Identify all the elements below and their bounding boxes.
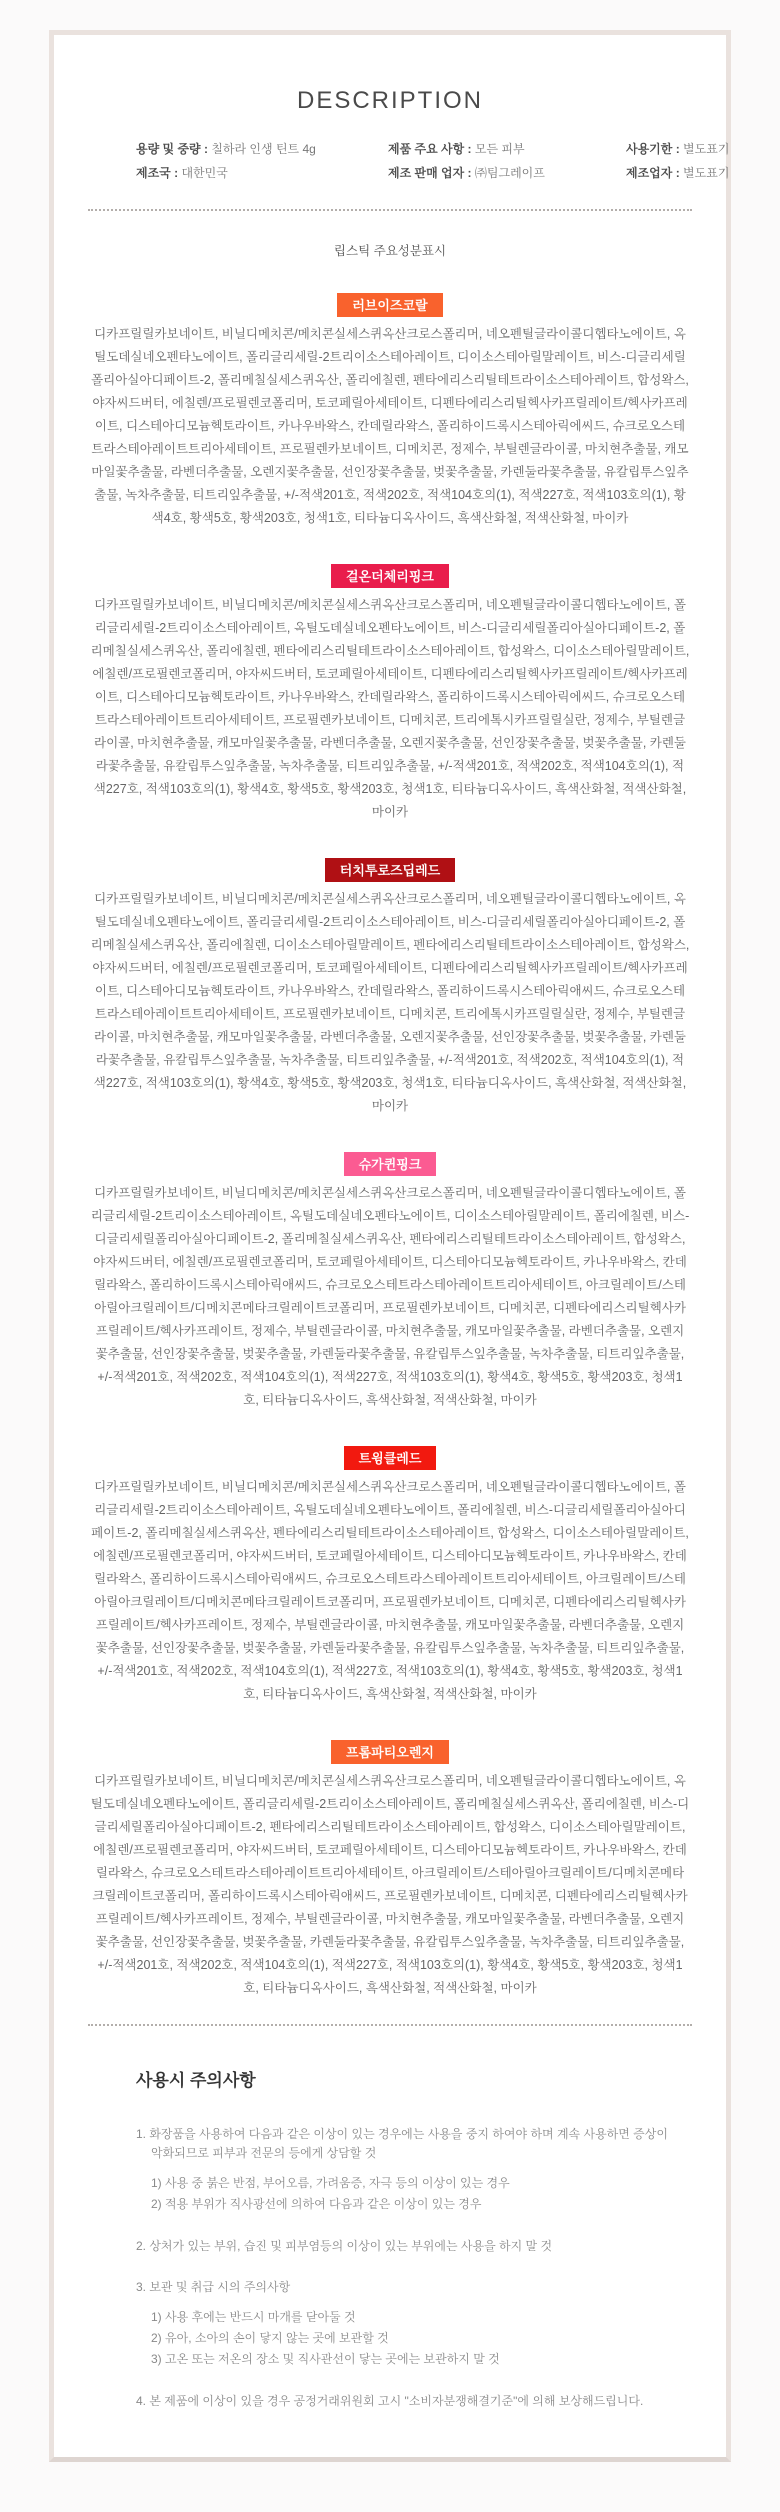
shade-badge-from-party-orange: 프롬파티오렌지 bbox=[331, 1740, 449, 1764]
product-description-card bbox=[49, 30, 731, 2462]
caution-item-2: 2. 상처가 있는 부위, 습진 및 피부염등의 이상이 있는 부위에는 사용을 하지 말 것 bbox=[136, 2239, 553, 2253]
shade-ingredients-from-party-orange: 디카프릴릴카보네이트, 비닐디메치콘/메치콘실세스퀴옥산크로스폴리머, 네오펜틸글라이콜디헵타노에이트, 옥틸도데실네오펜타노에이트, 폴리글리세릴-2트리이소스테아레이트, 폴리메칠실세스퀴옥산, 폴리에칠렌, 비스-디글리세릴폴리아실아디페이트-2, 펜타에리스리틸테트라이소스테아레이트, 합성왁스, 디이소스테아릴말레이트, 에칠렌/프로필렌코폴리머, 야자씨드버터, 토코페릴아세테이트, 디스테아디모늄헥토라이트, 카나우바왁스, 칸데릴라왁스, 슈크로오스테트라스테아레이트트리아세테이트, 아크릴레이트/스테아릴아크릴레이트/디메치콘메타크릴레이트코폴리머, 폴리하이드록시스테아릭애씨드, 프로필렌카보네이트, 디메치콘, 디펜타에리스리틸헥사카프릴레이트/헥사카프레이트, 정제수, 부틸렌글라이콜, 마치현추출물, 캐모마일꽃추출물, 라벤더추출물, 오렌지꽃추출물, 선인장꽃추출물, 벚꽃추출물, 카렌둘라꽃추출물, 유칼립투스잎추출물, 녹차추출물, 티트리잎추출물, +/-적색201호, 적색202호, 적색104호의(1), 적색227호, 적색103호의(1), 황색4호, 황색5호, 황색203호, 청색1호, 티타늄디옥사이드, 흑색산화철, 적색산화철, 마이카 bbox=[90, 1774, 690, 1995]
shade-section-from-party-orange bbox=[84, 1706, 696, 2000]
info-manufacturer bbox=[626, 165, 758, 181]
info-country-label: 제조국 : bbox=[136, 166, 179, 180]
caution-item-1: 1. 화장품을 사용하여 다음과 같은 이상이 있는 경우에는 사용을 중지 하여야 하며 계속 사용하면 증상이 악화되므로 피부과 전문의 등에게 상담할 것 bbox=[136, 2127, 668, 2160]
shade-section-touch-to-rose-deep-red bbox=[84, 824, 696, 1118]
shade-ingredients-girl-on-the-cherry-pink: 디카프릴릴카보네이트, 비닐디메치콘/메치콘실세스퀴옥산크로스폴리머, 네오펜틸글라이콜디헵타노에이트, 폴리글리세릴-2트리이소스테아레이트, 옥틸도데실네오펜타노에이트, 비스-디글리세릴폴리아실아디페이트-2, 폴리메칠실세스퀴옥산, 폴리에칠렌, 펜타에리스리틸테트라이소스테아레이트, 합성왁스, 디이소스테아릴말레이트, 에칠렌/프로필렌코폴리머, 야자씨드버터, 토코페릴아세테이트, 디펜타에리스리틸헥사카프릴레이트/헥사카프레이트, 디스테아디모늄헥토라이트, 카나우바왁스, 칸데릴라왁스, 폴리하이드록시스테아릭에씨드, 슈크로오스테트라스테아레이트트리아세테이트, 프로필렌카보네이트, 디메치콘, 트리에톡시카프릴릴실란, 정제수, 부틸렌글라이콜, 마치현추출물, 캐모마일꽃추출물, 라벤더추출물, 오렌지꽃추출물, 선인장꽃추출물, 벚꽃추출물, 카렌둘라꽃추출물, 유칼립투스잎추출물, 녹차추출물, 티트리잎추출물, +/-적색201호, 적색202호, 적색104호의(1), 적색227호, 적색103호의(1), 황색4호, 황색5호, 황색203호, 청색1호, 티타늄디옥사이드, 흑색산화철, 적색산화철, 마이카 bbox=[90, 598, 690, 819]
ingredients-heading: 립스틱 주요성분표시 bbox=[333, 244, 447, 258]
info-seller bbox=[388, 165, 626, 181]
shade-ingredients-touch-to-rose-deep-red: 디카프릴릴카보네이트, 비닐디메치콘/메치콘실세스퀴옥산크로스폴리머, 네오펜틸글라이콜디헵타노에이트, 옥틸도데실네오펜타노에이트, 폴리글리세릴-2트리이소스테아레이트, 비스-디글리세릴폴리아실아디페이트-2, 폴리메칠실세스퀴옥산, 폴리에칠렌, 디이소스테아릴말레이트, 펜타에리스리틸테트라이소스테아레이트, 합성왁스, 야자씨드버터, 에칠렌/프로필렌코폴리머, 토코페릴아세테이트, 디펜타에리스리틸헥사카프릴레이트/헥사카프레이트, 디스테아디모늄헥토라이트, 카나우바왁스, 칸데릴라왁스, 폴리하이드록시스테아릭애씨드, 슈크로오스테트라스테아레이트트리아세테이트, 프로필렌카보네이트, 디메치콘, 트리에톡시카프릴릴실란, 정제수, 부틸렌글라이콜, 마치현추출물, 캐모마일꽃추출물, 라벤더추출물, 오렌지꽃추출물, 선인장꽃추출물, 벚꽃추출물, 카렌둘라꽃추출물, 유칼립투스잎추출물, 녹차추출물, 티트리잎추출물, +/-적색201호, 적색202호, 적색104호의(1), 적색227호, 적색103호의(1), 황색4호, 황색5호, 황색203호, 청색1호, 티타늄디옥사이드, 흑색산화철, 적색산화철, 마이카 bbox=[90, 892, 690, 1113]
shade-badge-twinkle-red: 트윙클레드 bbox=[344, 1446, 437, 1470]
dashed-divider-top bbox=[88, 209, 692, 211]
shade-section-twinkle-red bbox=[84, 1412, 696, 1706]
info-seller-value: ㈜팀그레이프 bbox=[474, 166, 545, 180]
info-expiry-label: 사용기한 : bbox=[626, 142, 680, 156]
shade-badge-sugar-queen-pink: 슈가퀸핑크 bbox=[344, 1152, 437, 1176]
dashed-divider-bottom bbox=[88, 2024, 692, 2026]
caution-heading: 사용시 주의사항 bbox=[136, 2071, 256, 2090]
caution-item-3-sub-1: 1) 사용 후에는 반드시 마개를 닫아둘 것 bbox=[151, 2310, 356, 2324]
caution-item-3-sub-3: 3) 고온 또는 저온의 장소 및 직사관선이 닿는 곳에는 보관하지 말 것 bbox=[151, 2352, 500, 2366]
shade-badge-touch-to-rose-deep-red: 터치투로즈딥레드 bbox=[325, 858, 455, 882]
shade-section-love-is-coral bbox=[84, 259, 696, 530]
info-manufacturer-label: 제조업자 : bbox=[626, 166, 680, 180]
caution-item-4: 4. 본 제품에 이상이 있을 경우 공정거래위원회 고시 "소비자분쟁해결기준"에 의해 보상해드립니다. bbox=[136, 2394, 644, 2408]
info-skin-type bbox=[388, 141, 626, 157]
info-manufacturer-value: 별도표기 bbox=[683, 166, 730, 180]
shade-section-sugar-queen-pink bbox=[84, 1118, 696, 1412]
shade-ingredients-sugar-queen-pink: 디카프릴릴카보네이트, 비닐디메치콘/메치콘실세스퀴옥산크로스폴리머, 네오펜틸글라이콜디헵타노에이트, 폴리글리세릴-2트리이소스테아레이트, 옥틸도데실네오펜타노에이트, 디이소스테아릴말레이트, 폴리에칠렌, 비스-디글리세릴폴리아실아디페이트-2, 폴리메칠실세스퀴옥산, 펜타에리스리틸테트라이소스테아레이트, 합성왁스, 야자씨드버터, 에칠렌/프로필렌코폴리머, 토코페릴아세테이트, 디스테아디모늄헥토라이트, 카나우바왁스, 칸데릴라왁스, 폴리하이드록시스테아릭애씨드, 슈크로오스테트라스테아레이트트리아세테이트, 아크릴레이트/스테아릴아크릴레이트/디메치콘메타크릴레이트코폴리머, 프로필렌카보네이트, 디메치콘, 디펜타에리스리틸헥사카프릴레이트/헥사카프레이트, 정제수, 부틸렌글라이콜, 마치현추출물, 캐모마일꽃추출물, 라벤더추출물, 오렌지꽃추출물, 선인장꽃추출물, 벚꽃추출물, 카렌둘라꽃추출물, 유칼립투스잎추출물, 녹차추출물, 티트리잎추출물, +/-적색201호, 적색202호, 적색104호의(1), 적색227호, 적색103호의(1), 황색4호, 황색5호, 황색203호, 청색1호, 티타늄디옥사이드, 흑색산화철, 적색산화철, 마이카 bbox=[90, 1186, 690, 1407]
caution-item-1-sub-2: 2) 적용 부위가 직사광선에 의하여 다음과 같은 이상이 있는 경우 bbox=[151, 2197, 482, 2211]
info-expiry bbox=[626, 141, 758, 157]
shade-section-girl-on-the-cherry-pink bbox=[84, 530, 696, 824]
info-capacity-label: 용량 및 중량 : bbox=[136, 142, 208, 156]
info-skin-type-value: 모든 피부 bbox=[474, 142, 525, 156]
info-seller-label: 제조 판매 업자 : bbox=[388, 166, 472, 180]
shade-badge-girl-on-the-cherry-pink: 걸온더체리핑크 bbox=[331, 564, 449, 588]
shade-badge-love-is-coral: 러브이즈코랄 bbox=[337, 293, 442, 317]
caution-item-1-sub-1: 1) 사용 중 붉은 반점, 부어오름, 가려움증, 자극 등의 이상이 있는 경우 bbox=[151, 2176, 510, 2190]
info-country bbox=[136, 165, 388, 181]
page-title: DESCRIPTION bbox=[296, 87, 483, 114]
info-expiry-value: 별도표기 bbox=[683, 142, 730, 156]
info-capacity-value: 칠하라 인생 틴트 4g bbox=[211, 142, 316, 156]
product-info-table bbox=[84, 141, 730, 181]
caution-section bbox=[84, 2066, 696, 2411]
info-country-value: 대한민국 bbox=[181, 166, 228, 180]
info-skin-type-label: 제품 주요 사항 : bbox=[388, 142, 472, 156]
caution-item-3-sub-2: 2) 유아, 소아의 손이 닿지 않는 곳에 보관할 것 bbox=[151, 2331, 389, 2345]
caution-item-3: 3. 보관 및 취급 시의 주의사항 bbox=[136, 2280, 291, 2294]
shade-ingredients-love-is-coral: 디카프릴릴카보네이트, 비닐디메치콘/메치콘실세스퀴옥산크로스폴리머, 네오펜틸글라이콜디헵타노에이트, 옥틸도데실네오펜타노에이트, 폴리글리세릴-2트리이소스테아레이트, 디이소스테아릴말레이트, 비스-디글리세릴폴리아실아디페이트-2, 폴리메칠실세스퀴옥산, 폴리에칠렌, 펜타에리스리틸테트라이소스테아레이트, 합성왁스, 야자씨드버터, 에칠렌/프로필렌코폴리머, 토코페릴아세테이트, 디펜타에리스리틸헥사카프릴레이트/헥사카프레이트, 디스테아디모늄헥토라이트, 카나우바왁스, 칸데릴라왁스, 폴리하이드록시스테아릭에씨드, 슈크로오스테트라스테아레이트트리아세테이트, 프로필렌카보네이트, 디메치콘, 정제수, 부틸렌글라이콜, 마치현추출물, 캐모마일꽃추출물, 라벤더추출물, 오렌지꽃추출물, 선인장꽃추출물, 벚꽃추출물, 카렌둘라꽃추출물, 유칼립투스잎추출물, 녹차추출물, 티트리잎추출물, +/-적색201호, 적색202호, 적색104호의(1), 적색227호, 적색103호의(1), 황색4호, 황색5호, 황색203호, 청색1호, 티타늄디옥사이드, 흑색산화철, 적색산화철, 마이카 bbox=[91, 327, 689, 525]
shade-ingredients-twinkle-red: 디카프릴릴카보네이트, 비닐디메치콘/메치콘실세스퀴옥산크로스폴리머, 네오펜틸글라이콜디헵타노에이트, 폴리글리세릴-2트리이소스테아레이트, 옥틸도데실네오펜타노에이트, 폴리에칠렌, 비스-디글리세릴폴리아실아디페이트-2, 폴리메칠실세스퀴옥산, 펜타에리스리틸테트라이소스테아레이트, 합성왁스, 디이소스테아릴말레이트, 에칠렌/프로필렌코폴리머, 야자씨드버터, 토코페릴아세테이트, 디스테아디모늄헥토라이트, 카나우바왁스, 칸데릴라왁스, 폴리하이드록시스테아릭애씨드, 슈크로오스테트라스테아레이트트리아세테이트, 아크릴레이트/스테아릴아크릴레이트/디메치콘메타크릴레이트코폴리머, 프로필렌카보네이트, 디메치콘, 디펜타에리스리틸헥사카프릴레이트/헥사카프레이트, 정제수, 부틸렌글라이콜, 마치현추출물, 캐모마일꽃추출물, 라벤더추출물, 오렌지꽃추출물, 선인장꽃추출물, 벚꽃추출물, 카렌둘라꽃추출물, 유칼립투스잎추출물, 녹차추출물, 티트리잎추출물, +/-적색201호, 적색202호, 적색104호의(1), 적색227호, 적색103호의(1), 황색4호, 황색5호, 황색203호, 청색1호, 티타늄디옥사이드, 흑색산화철, 적색산화철, 마이카 bbox=[91, 1480, 689, 1701]
info-capacity bbox=[136, 141, 388, 157]
